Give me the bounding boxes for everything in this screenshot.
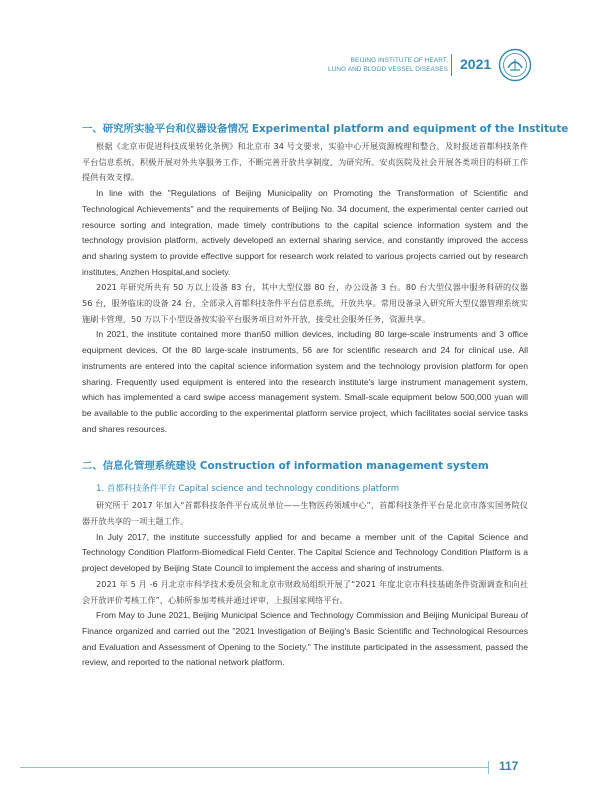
section-body bbox=[82, 139, 528, 437]
main-content bbox=[82, 122, 569, 671]
paragraph: In July 2017, the institute successfully applied for and became a member unit of the Capital Science and Technology Condition Platform-Biomedical Field Center. The Capital Science and Technology Condition Platform is a project developed by Beijing State Council to implement the access and sharing of instruments. bbox=[82, 531, 528, 574]
institute-name-line1: BEIJING INSTITUTE OF HEART, bbox=[350, 57, 448, 64]
paragraph: 2021 年研究所共有 50 万以上设备 83 台，其中大型仪器 80 台，办公设备 3 台。80 台大型仪器中服务科研的仪器 56 台，服务临床的设备 24 台，全部录入首都科技条件平台信息系统，开放共享。常用设备录入研究所大型仪器管理系统实施刷卡管理，50 万以下小型设备按实验平台服务项目对外开放，接受社会服务任务，资源共享。 bbox=[82, 282, 528, 324]
report-year: 2021 bbox=[460, 56, 492, 72]
footer-divider bbox=[488, 761, 489, 774]
section-title: 一、研究所实验平台和仪器设备情况 Experimental platform and equipment of the Institute bbox=[82, 123, 569, 135]
section-body bbox=[82, 498, 528, 671]
institute-seal-icon bbox=[498, 48, 532, 82]
institute-name-line2: LUNG AND BLOOD VESSEL DISEASES bbox=[328, 66, 448, 73]
paragraph: 研究所于 2017 年加入“首都科技条件平台成员单位——生物医药领域中心”，首都科技条件平台是北京市落实国务院仪器开放共享的一项主题工作。 bbox=[82, 500, 528, 527]
page-header bbox=[0, 30, 600, 90]
paragraph: 根据《北京市促进科技成果转化条例》和北京市 34 号文要求，实验中心开展资源梳理和整合，及时报送首都科技条件平台信息系统，积极开展对外共享服务工作，不断完善开放共享制度，为研究所、安贞医院及社会开展各类项目的科研工作提供有效支撑。 bbox=[82, 141, 528, 183]
paragraph: In line with the "Regulations of Beijing Municipality on Promoting the Transformation of Scientific and Technological Achievements" and the requirements of Beijing No. 34 document, the experimental center carried out resource sorting and integration, made timely contributions to the capital science information system and the technology provision platform, actively developed an external sharing service, and constantly improved the access and sharing system to provide effective support for research work related to various projects carried out by research institutes, Anzhen Hospital,and society. bbox=[82, 188, 528, 277]
page-footer bbox=[0, 755, 600, 785]
paragraph: In 2021, the institute contained more than50 million devices, including 80 large-scale instruments and 3 office equipment devices. Of the 80 large-scale instruments, 56 are for scientific research and 24 for clinical use. All instruments are entered into the capital science information system and the technology provision platform for open sharing. Frequently used equipment is entered into the research institute's large instrument management system, which has implemented a card swipe access management system. Small-scale equipment below 500,000 yuan will be available to the public according to the experimental platform service project, which facilitates social service tasks and shares resources. bbox=[82, 329, 528, 434]
page-number: 117 bbox=[499, 759, 519, 773]
subsection-title: 1. 首都科技条件平台 Capital science and technology conditions platform bbox=[96, 484, 400, 495]
institute-name bbox=[228, 56, 448, 74]
paragraph: From May to June 2021, Beijing Municipal Science and Technology Commission and Beijing Municipal Bureau of Finance organized and carried out the "2021 Investigation of Beijing's Basic Scientific and Technological Resources and Evaluation and Assessment of Opening to the Society." The institute participated in the assessment, passed the review, and reported to the national network platform. bbox=[82, 610, 528, 668]
header-divider bbox=[451, 54, 452, 76]
section-title: 二、信息化管理系统建设 Construction of information management system bbox=[82, 460, 489, 473]
footer-rule bbox=[20, 767, 488, 768]
paragraph: 2021 年 5 月 -6 月北京市科学技术委员会和北京市财政局组织开展了“2021 年度北京市科技基础条件资源调查和向社会开放评价考核工作”，心肺所参加考核并通过评审，上报国家网络平台。 bbox=[82, 578, 528, 605]
